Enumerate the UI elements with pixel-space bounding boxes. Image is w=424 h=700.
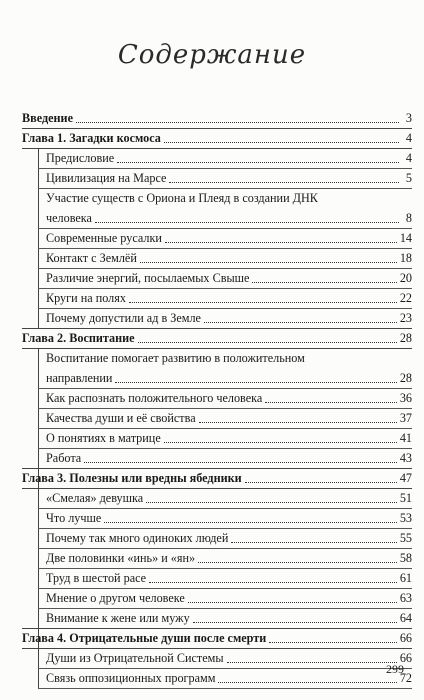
toc-entry-title: Почему так много одиноких людей bbox=[46, 531, 229, 545]
leader-dots bbox=[252, 282, 396, 283]
toc-entry-title: Работа bbox=[46, 451, 82, 465]
toc-entry-page: 3 bbox=[405, 111, 412, 125]
toc-entry-title: Глава 4. Отрицательные души после смерти bbox=[22, 631, 267, 645]
toc-entry-title: О понятиях в матрице bbox=[46, 431, 161, 445]
leader-dots bbox=[169, 182, 399, 183]
leader-dots bbox=[149, 582, 397, 583]
toc-entry-page: 28 bbox=[399, 331, 412, 345]
toc-row[interactable] bbox=[0, 408, 424, 428]
leader-dots bbox=[95, 222, 399, 223]
toc-chapter[interactable] bbox=[0, 128, 424, 148]
toc-entry-title: Качества души и её свойства bbox=[46, 411, 196, 425]
leader-dots bbox=[115, 382, 396, 383]
toc-row[interactable] bbox=[0, 308, 424, 328]
toc-entry-page: 36 bbox=[399, 391, 412, 405]
toc-entry-title: человека bbox=[46, 211, 92, 225]
toc-entry-page: 61 bbox=[399, 571, 412, 585]
toc-row[interactable] bbox=[0, 548, 424, 568]
toc-row[interactable] bbox=[0, 248, 424, 268]
toc-entry-page: 51 bbox=[399, 491, 412, 505]
toc-entry-title: «Смелая» девушка bbox=[46, 491, 144, 505]
toc-entry-title: Связь оппозиционных программ bbox=[46, 671, 216, 685]
toc-entry-title: Контакт с Землёй bbox=[46, 251, 137, 265]
toc-row[interactable] bbox=[0, 588, 424, 608]
toc-entry-page: 14 bbox=[399, 231, 412, 245]
toc-entry-title: Что лучше bbox=[46, 511, 102, 525]
divider bbox=[38, 688, 412, 689]
toc-entry-page: 58 bbox=[399, 551, 412, 565]
leader-dots bbox=[231, 542, 396, 543]
toc-row[interactable] bbox=[0, 608, 424, 628]
page-number: 299 bbox=[386, 662, 404, 676]
toc-row[interactable] bbox=[0, 228, 424, 248]
toc-row[interactable] bbox=[0, 268, 424, 288]
toc-row[interactable] bbox=[0, 508, 424, 528]
toc-row[interactable] bbox=[0, 428, 424, 448]
toc-entry-page: 28 bbox=[399, 371, 412, 385]
toc-row[interactable] bbox=[0, 528, 424, 548]
toc-entry-page: 22 bbox=[399, 291, 412, 305]
toc-entry-title: Воспитание помогает развитию в положительном bbox=[46, 351, 305, 365]
toc-entry-title: Современные русалки bbox=[46, 231, 162, 245]
leader-dots bbox=[164, 142, 399, 143]
toc-entry-page: 4 bbox=[405, 131, 412, 145]
toc-entry-title: направлении bbox=[46, 371, 113, 385]
toc-entry-page: 66 bbox=[399, 651, 412, 665]
toc-row[interactable] bbox=[0, 348, 424, 368]
toc-entry-title: Труд в шестой расе bbox=[46, 571, 147, 585]
toc-chapter[interactable] bbox=[0, 628, 424, 648]
toc-entry-title: Души из Отрицательной Системы bbox=[46, 651, 224, 665]
toc-entry-page: 64 bbox=[399, 611, 412, 625]
toc-entry-page: 41 bbox=[399, 431, 412, 445]
leader-dots bbox=[164, 442, 397, 443]
leader-dots bbox=[165, 242, 397, 243]
toc-entry-page: 66 bbox=[399, 631, 412, 645]
toc-entry-title: Предисловие bbox=[46, 151, 115, 165]
toc-entry-page: 8 bbox=[405, 211, 412, 225]
toc-entry-title: Почему допустили ад в Земле bbox=[46, 311, 201, 325]
toc-entry-page: 18 bbox=[399, 251, 412, 265]
toc-chapter[interactable] bbox=[0, 468, 424, 488]
toc-entry-page: 47 bbox=[399, 471, 412, 485]
toc-entry-title: Глава 1. Загадки космоса bbox=[22, 131, 161, 145]
leader-dots bbox=[138, 342, 397, 343]
toc-row[interactable] bbox=[0, 648, 424, 668]
leader-dots bbox=[204, 322, 397, 323]
toc-entry-page: 23 bbox=[399, 311, 412, 325]
toc-entry-page: 37 bbox=[399, 411, 412, 425]
leader-dots bbox=[188, 602, 397, 603]
toc-row[interactable] bbox=[0, 168, 424, 188]
toc-entry-page: 55 bbox=[399, 531, 412, 545]
leader-dots bbox=[117, 162, 399, 163]
toc-entry-title: Круги на полях bbox=[46, 291, 126, 305]
toc-entry-page: 72 bbox=[399, 671, 412, 685]
toc-row[interactable] bbox=[0, 208, 424, 228]
toc-entry-title: Мнение о другом человеке bbox=[46, 591, 185, 605]
toc-entry-page: 5 bbox=[405, 171, 412, 185]
toc-entry-page: 63 bbox=[399, 591, 412, 605]
leader-dots bbox=[84, 462, 397, 463]
leader-dots bbox=[129, 302, 397, 303]
leader-dots bbox=[199, 422, 397, 423]
toc-entry-title: Глава 3. Полезны или вредны ябедники bbox=[22, 471, 242, 485]
toc-row[interactable] bbox=[0, 368, 424, 388]
toc-row[interactable] bbox=[0, 108, 424, 128]
toc-entry-page: 4 bbox=[405, 151, 412, 165]
toc-entry-page: 53 bbox=[399, 511, 412, 525]
toc-row[interactable] bbox=[0, 568, 424, 588]
leader-dots bbox=[265, 402, 397, 403]
leader-dots bbox=[146, 502, 397, 503]
leader-dots bbox=[104, 522, 396, 523]
toc-entry-title: Внимание к жене или мужу bbox=[46, 611, 190, 625]
toc-entry-title: Цивилизация на Марсе bbox=[46, 171, 167, 185]
toc-chapter[interactable] bbox=[0, 328, 424, 348]
leader-dots bbox=[269, 642, 397, 643]
leader-dots bbox=[198, 562, 397, 563]
toc-entry-page: 43 bbox=[399, 451, 412, 465]
toc-row[interactable] bbox=[0, 448, 424, 468]
leader-dots bbox=[76, 122, 399, 123]
toc-entry-title: Как распознать положительного человека bbox=[46, 391, 263, 405]
page-title: Содержание bbox=[117, 40, 307, 70]
leader-dots bbox=[245, 482, 397, 483]
toc-row[interactable] bbox=[0, 668, 424, 688]
toc-entry-title: Участие существ с Ориона и Плеяд в создании ДНК bbox=[46, 191, 318, 205]
toc-entry-title: Различие энергий, посылаемых Свыше bbox=[46, 271, 250, 285]
leader-dots bbox=[218, 682, 396, 683]
leader-dots bbox=[193, 622, 397, 623]
leader-dots bbox=[140, 262, 397, 263]
toc-row[interactable] bbox=[0, 388, 424, 408]
toc-entry-title: Две половинки «инь» и «ян» bbox=[46, 551, 196, 565]
toc-row[interactable] bbox=[0, 148, 424, 168]
toc-entry-page: 20 bbox=[399, 271, 412, 285]
toc-row[interactable] bbox=[0, 488, 424, 508]
toc-row[interactable] bbox=[0, 188, 424, 208]
toc-entry-title: Глава 2. Воспитание bbox=[22, 331, 135, 345]
toc-entry-title: Введение bbox=[22, 111, 73, 125]
toc-row[interactable] bbox=[0, 288, 424, 308]
